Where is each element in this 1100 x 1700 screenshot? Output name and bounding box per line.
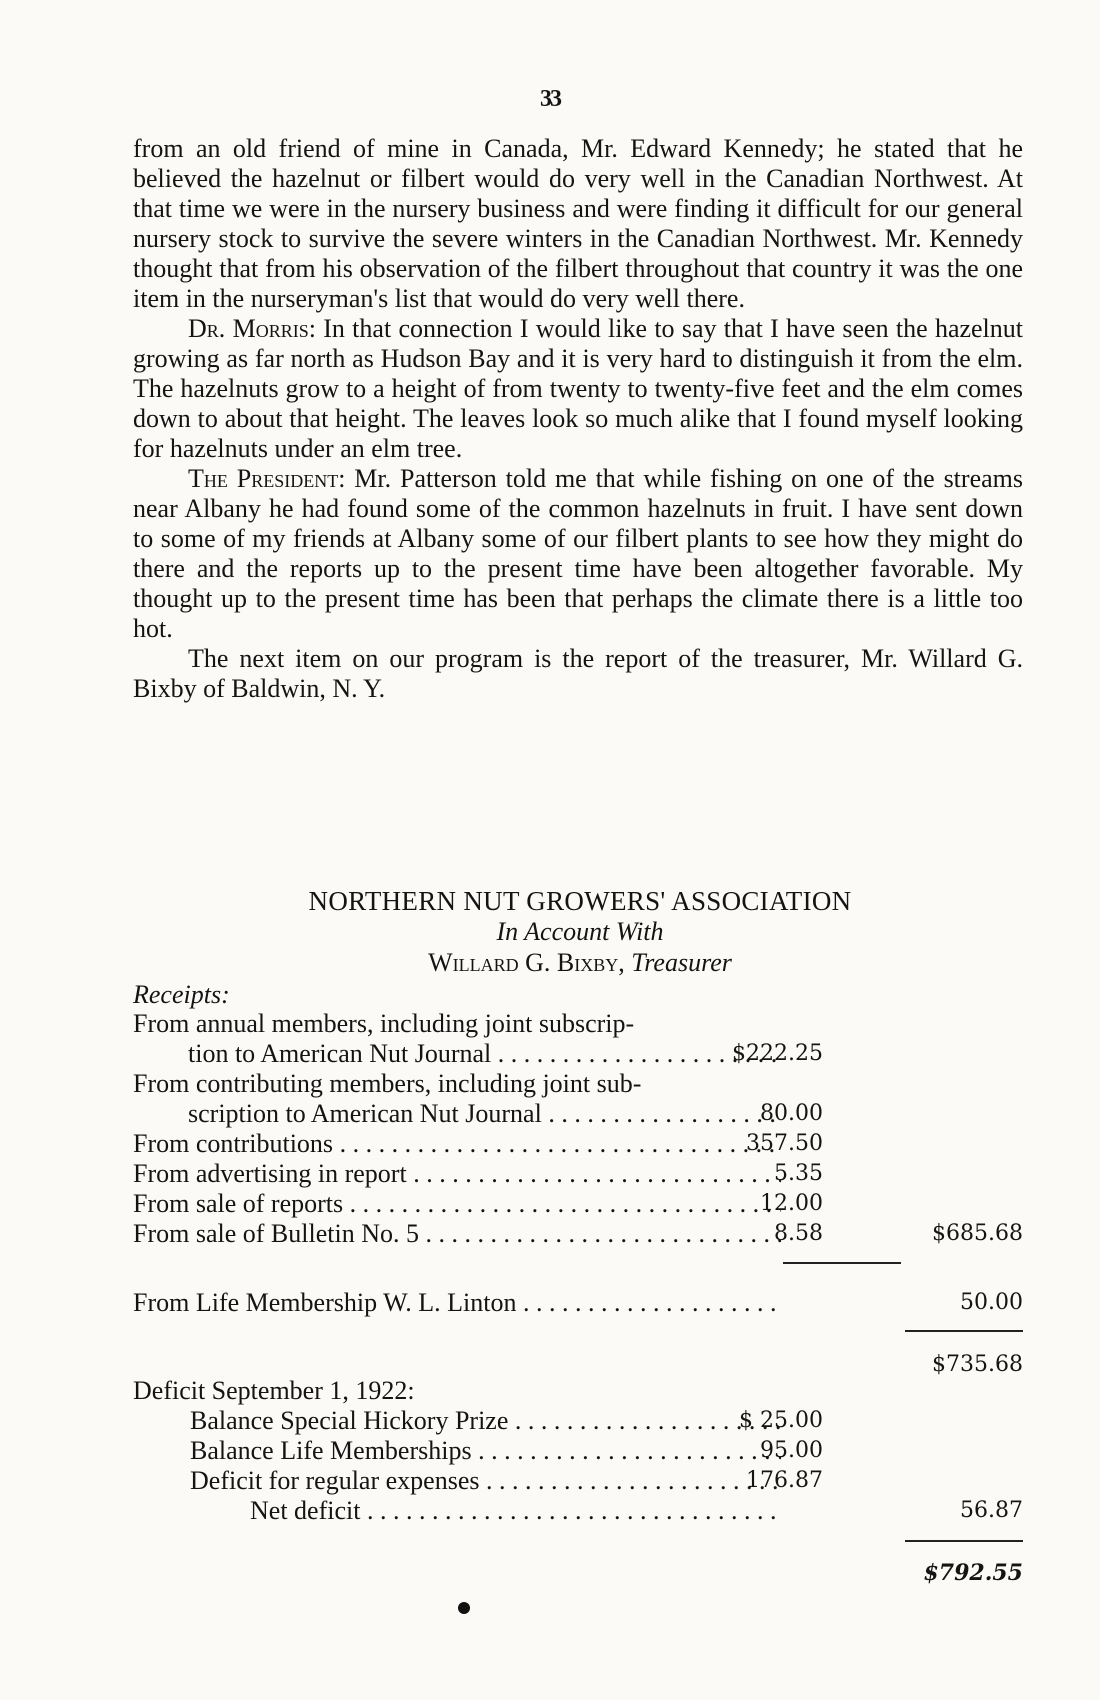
- rule-subtotal: [905, 1330, 1023, 1332]
- receipt-label: From sale of Bulletin No. 5 . . .: [133, 1219, 781, 1249]
- account-title: NORTHERN NUT GROWERS' ASSOCIATION: [308, 886, 852, 916]
- paragraph-president: [133, 464, 1023, 644]
- treasurer-line: [0, 948, 1100, 978]
- speaker-president: The President:: [188, 464, 346, 493]
- receipt-row: [133, 1069, 1023, 1099]
- receipt-row: [133, 1189, 1023, 1219]
- receipt-row: [133, 1159, 1023, 1189]
- receipt-label: scription to American Nut Journal . . .: [133, 1099, 781, 1129]
- body-text: [133, 134, 1023, 704]
- speaker-morris: Dr. Morris:: [188, 314, 316, 343]
- life-membership-row: [133, 1288, 1023, 1318]
- paragraph-morris-text: In that connection I would like to say that I have seen the hazelnut growing as far north as Hudson Bay and it is very hard to distinguish it from the elm. The hazelnuts grow to a height of from twenty to twenty-five feet and the elm comes down to about that height. The leaves look so much alike that I found myself looking for hazelnuts under an elm tree.: [133, 314, 1024, 463]
- rule-grand-total: [905, 1540, 1023, 1542]
- rule-receipts: [783, 1262, 901, 1264]
- grand-total-row: [133, 1558, 1023, 1588]
- deficit-amount: 95.00: [760, 1438, 823, 1463]
- receipt-amount: 8.58: [774, 1221, 823, 1246]
- receipt-row: [133, 1009, 1023, 1039]
- deficit-row: [133, 1436, 1023, 1466]
- receipt-label: From sale of reports . . .: [133, 1189, 781, 1219]
- treasurer-name: Willard G. Bixby,: [428, 948, 625, 977]
- paragraph-next-item: The next item on our program is the report of the treasurer, Mr. Willard G. Bixby of Baldwin, N. Y.: [133, 644, 1023, 703]
- receipt-amount: 12.00: [760, 1191, 823, 1216]
- receipt-amount: $222.25: [732, 1041, 823, 1066]
- deficit-row: [133, 1466, 1023, 1496]
- receipt-label: From contributions . . .: [133, 1129, 781, 1159]
- receipt-amount: 357.50: [746, 1131, 823, 1156]
- deficit-label: Balance Special Hickory Prize . . .: [133, 1406, 781, 1436]
- receipt-row: [133, 1039, 1023, 1069]
- deficit-amount: $ 25.00: [739, 1408, 823, 1433]
- subtotal-amount: $735.68: [932, 1352, 1023, 1377]
- paragraph-kennedy: from an old friend of mine in Canada, Mr. Edward Kennedy; he stated that he believed the hazelnut or filbert would do very well in the Canadian Northwest. At that time we were in the nursery business and were finding it difficult for our general nursery stock to survive the severe winters in the Canadian Northwest. Mr. Kennedy thought that from his observation of the filbert throughout that country it was the one item in the nurseryman's list that would do very well there.: [133, 134, 1023, 313]
- deficit-label: Deficit for regular expenses . . .: [133, 1466, 781, 1496]
- deficit-row: [133, 1406, 1023, 1436]
- net-deficit-label: Net deficit . . .: [133, 1496, 781, 1526]
- receipt-label: tion to American Nut Journal . . .: [133, 1039, 781, 1069]
- deficit-amount: 176.87: [746, 1468, 823, 1493]
- net-deficit-row: [133, 1496, 1023, 1526]
- receipt-label: From advertising in report . . .: [133, 1159, 781, 1189]
- receipt-amount: 80.00: [760, 1101, 823, 1126]
- net-deficit-amount: 56.87: [960, 1498, 1023, 1523]
- deficit-label: Balance Life Memberships . . .: [133, 1436, 781, 1466]
- account-subtitle: In Account With: [496, 917, 664, 946]
- page-number: 33: [540, 86, 560, 112]
- life-membership-label: From Life Membership W. L. Linton . . .: [133, 1288, 781, 1318]
- receipts-total: $685.68: [932, 1221, 1023, 1246]
- grand-total-amount: $792.55: [923, 1560, 1023, 1586]
- receipt-row: [133, 1129, 1023, 1159]
- receipts-label: Receipts:: [133, 980, 230, 1009]
- paragraph-morris: [133, 314, 1023, 464]
- receipt-row: [133, 1219, 1023, 1249]
- receipt-amount: 5.35: [774, 1161, 823, 1186]
- ink-dot: [458, 1602, 470, 1614]
- deficit-heading-row: [133, 1376, 1023, 1406]
- deficit-heading: Deficit September 1, 1922:: [133, 1376, 415, 1405]
- life-membership-amount: 50.00: [960, 1290, 1023, 1315]
- receipt-row: [133, 1099, 1023, 1129]
- treasurer-role: Treasurer: [631, 948, 732, 977]
- receipt-label: From contributing members, including joint sub-: [133, 1069, 642, 1098]
- paragraph-president-text: Mr. Patterson told me that while fishing on one of the streams near Albany he had found some of the common hazelnuts in fruit. I have sent down to some of my friends at Albany some of our filbert plants to see how they might do there and the reports up to the present time have been altogether favorable. My thought up to the present time has been that perhaps the climate there is a little too hot.: [133, 464, 1023, 643]
- receipt-label: From annual members, including joint subscrip-: [133, 1009, 635, 1038]
